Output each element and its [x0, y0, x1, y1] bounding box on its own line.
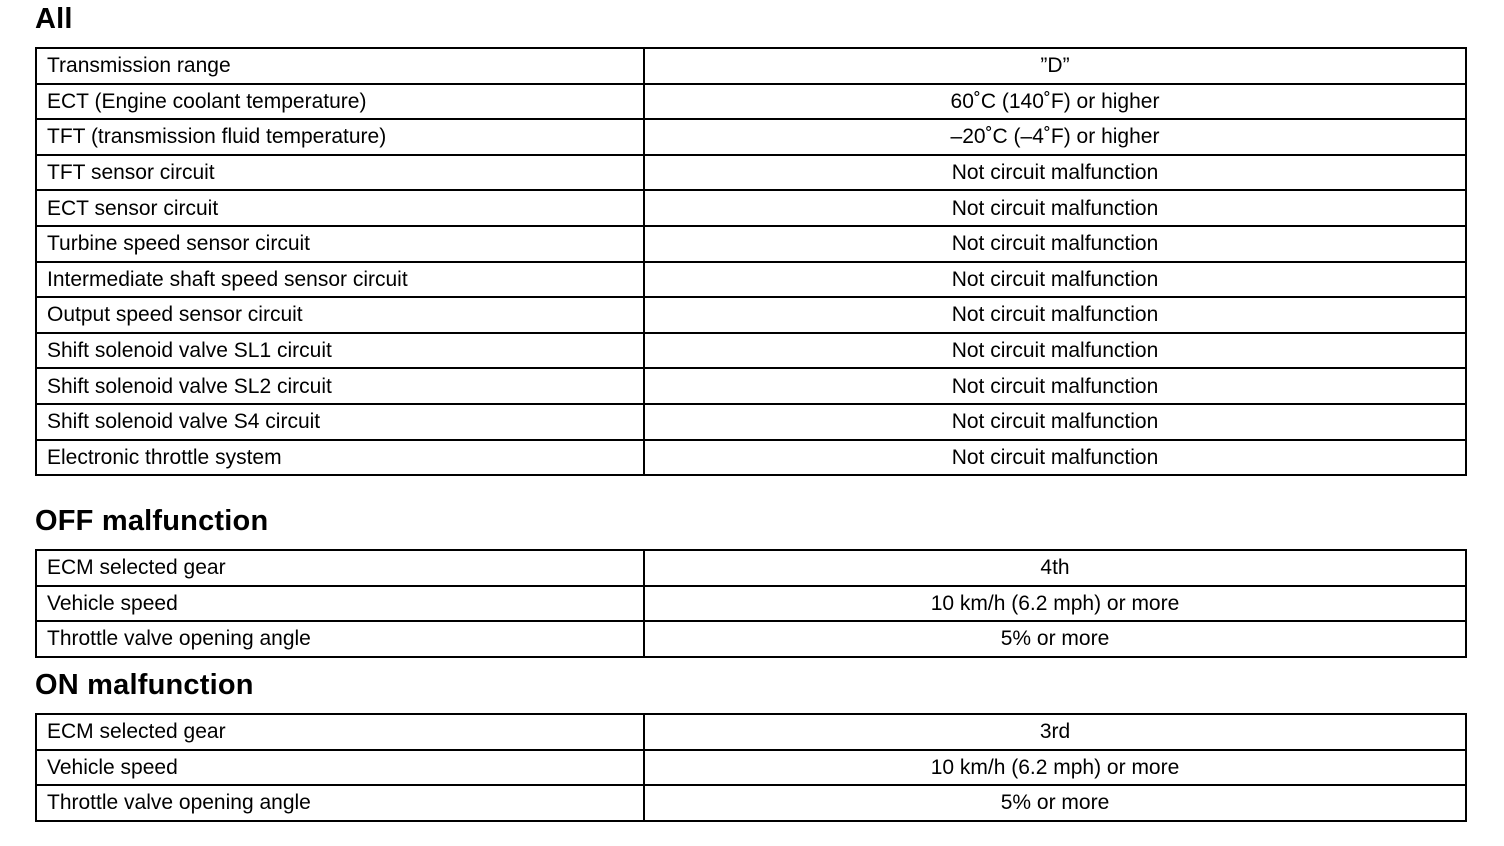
condition-cell: Not circuit malfunction: [644, 226, 1466, 262]
table-row: [36, 119, 1466, 155]
condition-cell: Not circuit malfunction: [644, 262, 1466, 298]
table-row: [36, 226, 1466, 262]
table-row: [36, 84, 1466, 120]
table-row: [36, 155, 1466, 191]
parameter-cell: Throttle valve opening angle: [36, 621, 644, 657]
condition-cell: Not circuit malfunction: [644, 297, 1466, 333]
section-off-malfunction: [35, 507, 1467, 658]
condition-cell: Not circuit malfunction: [644, 333, 1466, 369]
parameter-cell: TFT (transmission fluid temperature): [36, 119, 644, 155]
parameter-cell: Vehicle speed: [36, 750, 644, 786]
condition-cell: 10 km/h (6.2 mph) or more: [644, 750, 1466, 786]
table-row: [36, 440, 1466, 476]
condition-cell: –20˚C (–4˚F) or higher: [644, 119, 1466, 155]
table-row: [36, 190, 1466, 226]
table-row: [36, 297, 1466, 333]
parameter-cell: Turbine speed sensor circuit: [36, 226, 644, 262]
condition-cell: 4th: [644, 550, 1466, 586]
condition-cell: 3rd: [644, 714, 1466, 750]
table-row: [36, 48, 1466, 84]
parameter-cell: Shift solenoid valve S4 circuit: [36, 404, 644, 440]
table-row: [36, 785, 1466, 821]
condition-cell: Not circuit malfunction: [644, 440, 1466, 476]
parameter-cell: Intermediate shaft speed sensor circuit: [36, 262, 644, 298]
parameter-cell: Electronic throttle system: [36, 440, 644, 476]
condition-cell: Not circuit malfunction: [644, 190, 1466, 226]
parameter-cell: ECT (Engine coolant temperature): [36, 84, 644, 120]
parameter-cell: Throttle valve opening angle: [36, 785, 644, 821]
conditions-table-off-malfunction: [35, 549, 1467, 658]
section-all: [35, 5, 1467, 476]
condition-cell: ”D”: [644, 48, 1466, 84]
parameter-cell: Output speed sensor circuit: [36, 297, 644, 333]
table-row: [36, 714, 1466, 750]
condition-cell: Not circuit malfunction: [644, 368, 1466, 404]
section-heading-off-malfunction: OFF malfunction: [35, 505, 269, 537]
parameter-cell: ECM selected gear: [36, 714, 644, 750]
table-row: [36, 621, 1466, 657]
table-row: [36, 750, 1466, 786]
table-row: [36, 368, 1466, 404]
conditions-table-all: [35, 47, 1467, 476]
parameter-cell: TFT sensor circuit: [36, 155, 644, 191]
condition-cell: 5% or more: [644, 785, 1466, 821]
section-on-malfunction: [35, 671, 1467, 822]
parameter-cell: Shift solenoid valve SL1 circuit: [36, 333, 644, 369]
condition-cell: Not circuit malfunction: [644, 155, 1466, 191]
condition-cell: 10 km/h (6.2 mph) or more: [644, 586, 1466, 622]
parameter-cell: Transmission range: [36, 48, 644, 84]
conditions-table-on-malfunction: [35, 713, 1467, 822]
condition-cell: 60˚C (140˚F) or higher: [644, 84, 1466, 120]
parameter-cell: Shift solenoid valve SL2 circuit: [36, 368, 644, 404]
condition-cell: Not circuit malfunction: [644, 404, 1466, 440]
table-row: [36, 262, 1466, 298]
parameter-cell: ECM selected gear: [36, 550, 644, 586]
table-row: [36, 586, 1466, 622]
table-row: [36, 333, 1466, 369]
section-heading-all: All: [35, 3, 73, 35]
table-row: [36, 404, 1466, 440]
parameter-cell: ECT sensor circuit: [36, 190, 644, 226]
condition-cell: 5% or more: [644, 621, 1466, 657]
parameter-cell: Vehicle speed: [36, 586, 644, 622]
section-heading-on-malfunction: ON malfunction: [35, 669, 254, 701]
table-row: [36, 550, 1466, 586]
